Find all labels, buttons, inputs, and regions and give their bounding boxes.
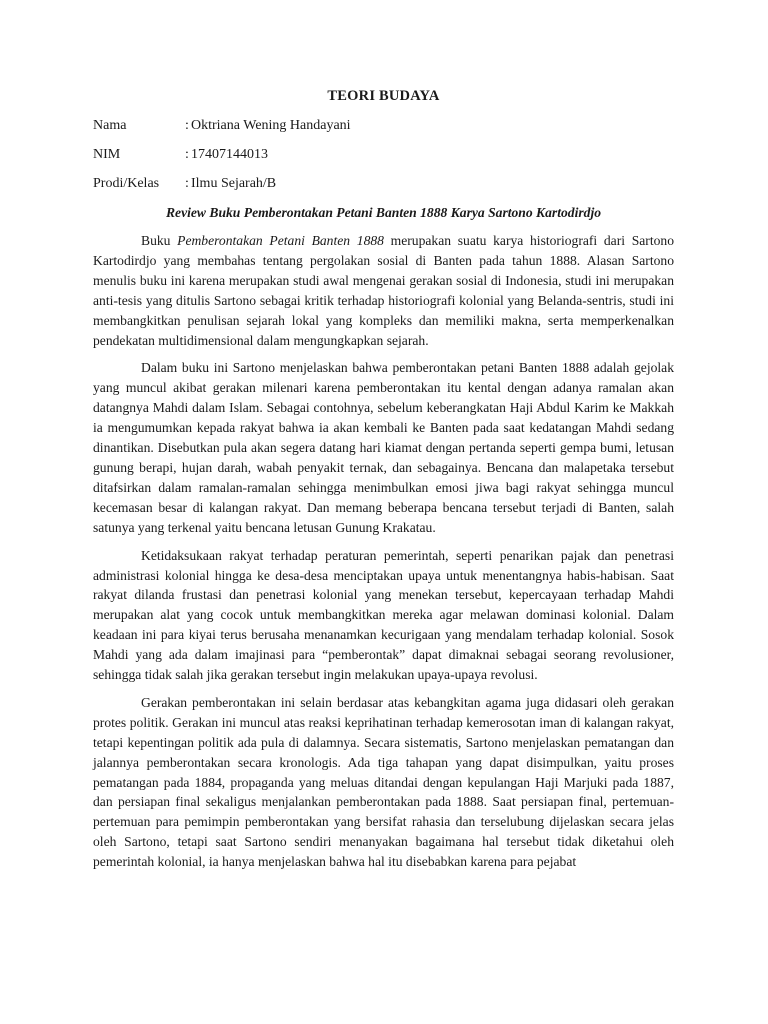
- info-row-nim: [93, 145, 674, 165]
- info-value: 17407144013: [191, 147, 268, 162]
- info-label: Nama: [93, 118, 127, 133]
- body-paragraph: [93, 693, 674, 872]
- info-separator: :: [185, 176, 189, 191]
- paragraph-lead: Buku: [141, 233, 178, 248]
- info-separator: :: [185, 118, 189, 133]
- paragraph-text: Ketidaksukaan rakyat terhadap peraturan pemerintah, seperti penarikan pajak dan penetrasi administrasi kolonial hingga ke desa-desa menciptakan upaya untuk menentangnya habis-habisan. Saat rakyat dilanda frustasi dan penetrasi kolonial yang menekan tersebut, kepercayaan terhadap Mahdi merupakan alat yang cocok untuk membangkitkan mereka agar melawan dominasi kolonial. Dalam keadaan ini para kiyai terus berusaha menanamkan kecurigaan yang mendalam terhadap kolonial. Sosok Mahdi yang ada dalam imajinasi para “pemberontak” dapat dimaknai sebagai seorang revolusioner, sehingga tidak salah jika gerakan tersebut ingin melakukan upaya-upaya revolusi.: [93, 547, 674, 683]
- paragraph-text: merupakan suatu karya historiografi dari Sartono Kartodirdjo yang membahas tentang pergolakan sosial di Banten pada tahun 1888. Alasan Sartono menulis buku ini karena merupakan studi awal mengenai gerakan sosial di Indonesia, studi ini merupakan anti-tesis yang ditulis Sartono sebagai kritik terhadap historiografi kolonial yang Belanda-sentris, studi ini membangkitkan penulisan sejarah lokal yang kompleks dan memiliki makna, serta memperkenalkan pendekatan multidimensional dalam mengungkapkan sejarah.: [93, 233, 674, 348]
- info-row-nama: [93, 116, 674, 136]
- info-value: Oktriana Wening Handayani: [191, 118, 351, 133]
- document-title: TEORI BUDAYA: [327, 88, 440, 104]
- info-label: Prodi/Kelas: [93, 176, 160, 191]
- body-paragraph: [93, 231, 674, 350]
- paragraph-text: Gerakan pemberontakan ini selain berdasar atas kebangkitan agama juga didasari oleh gerakan protes politik. Gerakan ini muncul atas reaksi keprihatinan terhadap kemerosotan iman di kalangan rakyat, tetapi kepentingan politik ada pula di dalamnya. Secara sistematis, Sartono menjelaskan pematangan dan jalannya pemberontakan secara kronologis. Ada tiga tahapan yang dapat disimpulkan, yaitu proses pematangan pada 1884, propaganda yang meluas ditandai dengan kepulangan Haji Marjuki pada 1887, dan persiapan final sekaligus menjalankan pemberontakan pada 1888. Saat persiapan final, pertemuan-pertemuan para pemimpin pemberontakan yang bersifat rahasia dan terselubung dijelaskan secara jelas oleh Sartono, tetapi saat Sartono sendiri menanyakan bagaimana hal tersebut tidak diketahui oleh pemerintah kolonial, ia hanya menjelaskan bahwa hal itu disebabkan karena para pejabat: [93, 694, 674, 870]
- info-label: NIM: [93, 147, 121, 162]
- body-paragraph: [93, 358, 674, 537]
- info-separator: :: [185, 147, 189, 162]
- info-row-prodi-kelas: [93, 174, 674, 194]
- body-paragraph: [93, 546, 674, 685]
- book-title-emphasis: Pemberontakan Petani Banten 1888: [177, 233, 384, 248]
- info-value: Ilmu Sejarah/B: [191, 176, 277, 191]
- review-subtitle: Review Buku Pemberontakan Petani Banten 1888 Karya Sartono Kartodirdjo: [165, 205, 602, 220]
- student-info: [93, 116, 674, 194]
- paragraph-text: Dalam buku ini Sartono menjelaskan bahwa pemberontakan petani Banten 1888 adalah gejolak yang muncul akibat gerakan milenari karena pemberontakan itu kental dengan adanya ramalan akan datangnya Mahdi dalam Islam. Sebagai contohnya, sebelum keberangkatan Haji Abdul Karim ke Makkah ia mengumumkan kepada rakyat bahwa ia akan kembali ke Banten pada saat kedatangan Mahdi sedang dinantikan. Disebutkan pula akan segera datang hari kiamat dengan pertanda seperti gempa bumi, letusan gunung berapi, hujan darah, wabah penyakit ternak, dan sebagainya. Bencana dan malapetaka tersebut ditafsirkan dalam ramalan-ramalan sehingga menimbulkan emosi jiwa bagi rakyat sehingga muncul kecemasan besar di kalangan rakyat. Dan memang beberapa bencana tersebut terjadi di Banten, salah satunya yang terkenal yaitu bencana letusan Gunung Krakatau.: [93, 360, 674, 535]
